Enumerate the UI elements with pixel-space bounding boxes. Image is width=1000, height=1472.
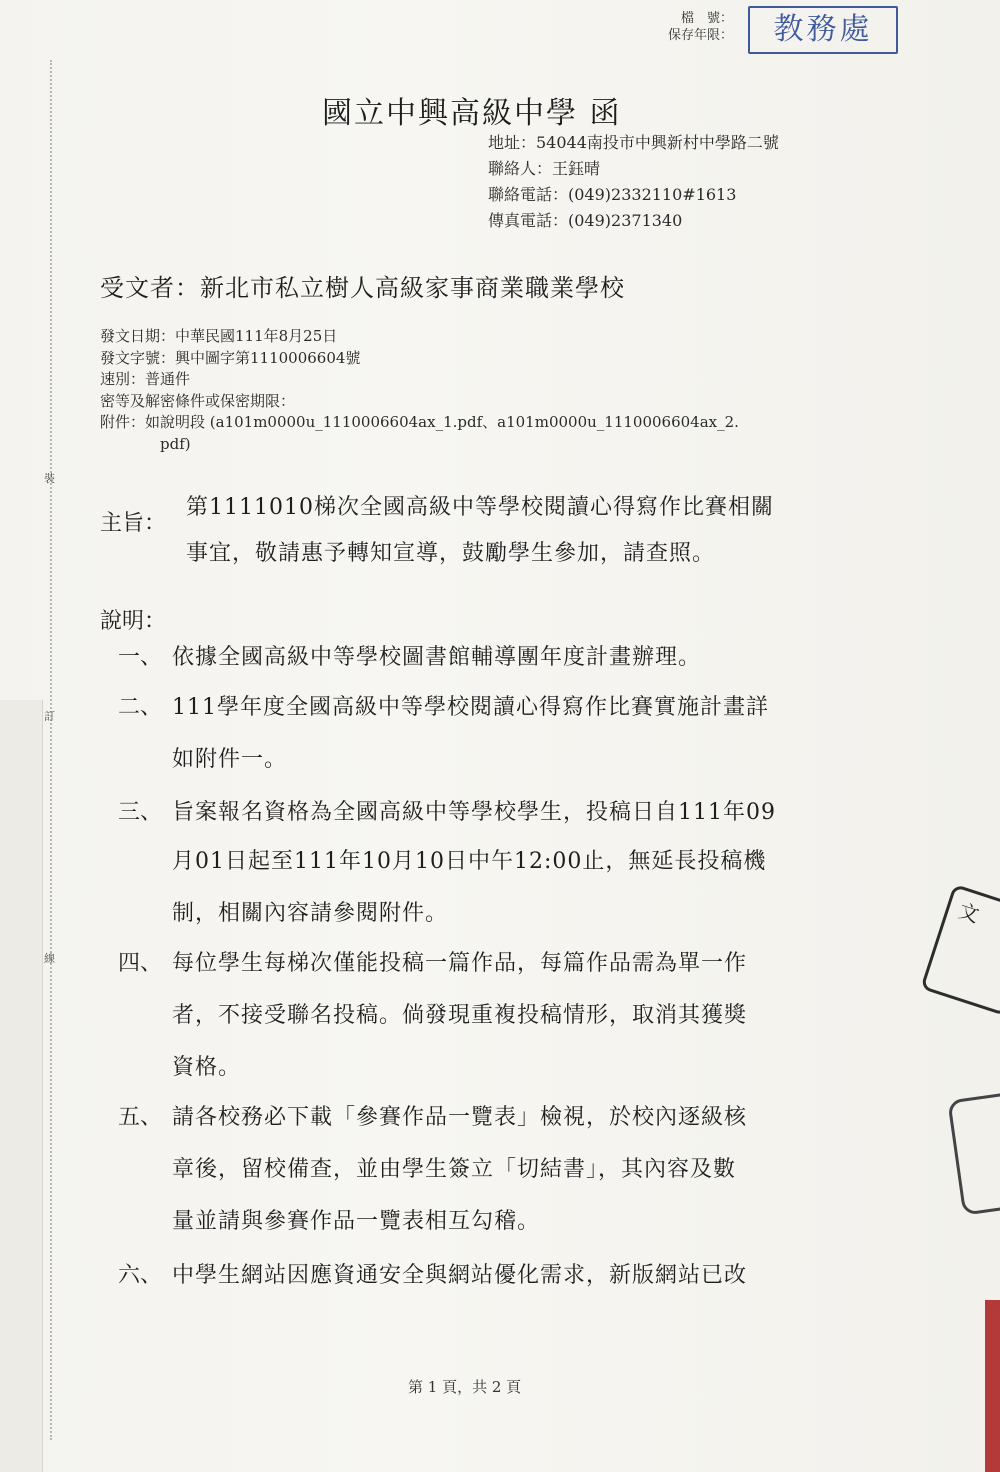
binding-label-xian: 線 bbox=[44, 952, 55, 965]
archive-info bbox=[668, 10, 733, 44]
document-title: 國立中興高級中學 函 bbox=[322, 96, 622, 131]
document-meta bbox=[100, 326, 739, 455]
item-number: 三、 bbox=[118, 800, 163, 825]
item-text-line: 中學生網站因應資通安全與網站優化需求，新版網站已改 bbox=[172, 1263, 748, 1288]
document-number: 發文字號：興中圖字第1110006604號 bbox=[100, 348, 361, 367]
binding-margin-line bbox=[50, 60, 52, 1440]
phone-line: 聯絡電話：(049)2332110#1613 bbox=[488, 185, 737, 204]
item-text-line: 章後，留校備查，並由學生簽立「切結書」，其內容及數 bbox=[172, 1157, 737, 1182]
subject-text-line-2: 事宜，敬請惠予轉知宣導，鼓勵學生參加，請查照。 bbox=[186, 541, 716, 566]
item-text-line: 月01日起至111年10月10日中午12:00止，無延長投稿機 bbox=[172, 849, 767, 874]
delivery-speed: 速別：普通件 bbox=[100, 370, 191, 388]
description-heading: 說明： bbox=[100, 609, 167, 634]
item-number: 一、 bbox=[118, 645, 163, 670]
item-text-line: 旨案報名資格為全國高級中等學校學生，投稿日自111年09 bbox=[172, 800, 776, 825]
attachments-line-2: pdf) bbox=[160, 434, 191, 453]
item-text-line: 者，不接受聯名投稿。倘發現重複投稿情形，取消其獲獎 bbox=[172, 1003, 748, 1028]
address-line: 地址：54044南投市中興新村中學路二號 bbox=[488, 133, 779, 152]
issue-date: 發文日期：中華民國111年8月25日 bbox=[100, 327, 338, 345]
item-text-line: 制，相關內容請參閱附件。 bbox=[172, 901, 449, 926]
contact-block bbox=[488, 130, 779, 234]
item-text-line: 請各校務必下載「參賽作品一覽表」檢視，於校內逐級核 bbox=[172, 1105, 748, 1130]
subject-heading: 主旨： bbox=[100, 511, 167, 536]
secrecy-level: 密等及解密條件或保密期限： bbox=[100, 391, 296, 410]
binding-label-ding: 訂 bbox=[44, 710, 55, 723]
item-text-line: 每位學生每梯次僅能投稿一篇作品，每篇作品需為單一作 bbox=[172, 951, 748, 976]
item-number: 二、 bbox=[118, 695, 163, 720]
attachments-line-1: 附件：如說明段 (a101m0000u_1110006604ax_1.pdf、a101m0000u_1110006604ax_2. bbox=[100, 413, 739, 431]
file-number-label: 檔 號： bbox=[681, 11, 734, 26]
binding-label-zhuang: 裝 bbox=[44, 472, 55, 485]
item-text-line: 111學年度全國高級中等學校閱讀心得寫作比賽實施計畫詳 bbox=[172, 695, 769, 720]
item-number: 四、 bbox=[118, 951, 163, 976]
fax-line: 傳真電話：(049)2371340 bbox=[488, 211, 683, 230]
underlying-page-edge bbox=[0, 700, 43, 1472]
retention-period-label: 保存年限： bbox=[668, 28, 734, 43]
item-number: 六、 bbox=[118, 1263, 163, 1288]
office-stamp: 教務處 bbox=[748, 6, 898, 54]
item-text-line: 資格。 bbox=[172, 1055, 242, 1080]
item-text-line: 依據全國高級中等學校圖書館輔導團年度計畫辦理。 bbox=[172, 645, 702, 670]
item-number: 五、 bbox=[118, 1105, 163, 1130]
subject-text-line-1: 第1111010梯次全國高級中等學校閱讀心得寫作比賽相關 bbox=[186, 495, 774, 520]
contact-person-line: 聯絡人：王鈺晴 bbox=[488, 159, 601, 178]
item-text-line: 量並請與參賽作品一覽表相互勾稽。 bbox=[172, 1209, 541, 1234]
red-folder-edge bbox=[985, 1300, 1000, 1472]
item-text-line: 如附件一。 bbox=[172, 747, 288, 772]
recipient-line: 受文者：新北市私立樹人高級家事商業職業學校 bbox=[100, 274, 625, 302]
partial-seal-stamp: 文 bbox=[920, 884, 1000, 1016]
page-number-footer: 第 1 頁，共 2 頁 bbox=[408, 1378, 522, 1396]
